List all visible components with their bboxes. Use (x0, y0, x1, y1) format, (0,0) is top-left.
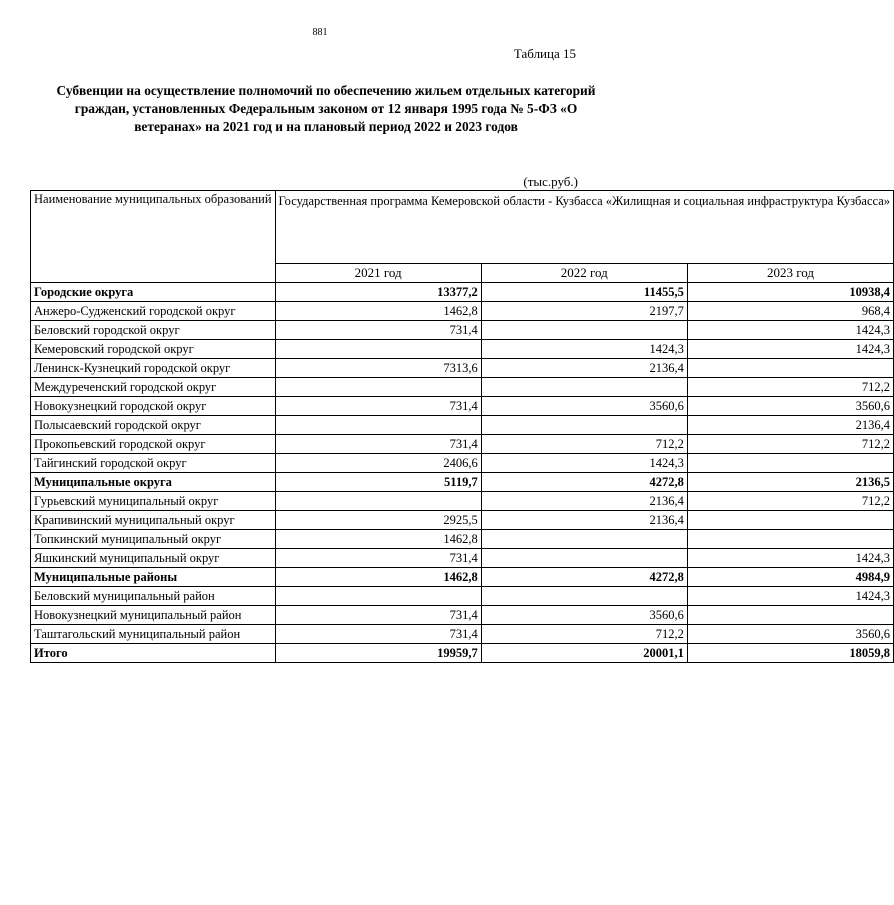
value-2021: 13377,2 (275, 283, 481, 302)
row-name: Междуреченский городской округ (31, 378, 276, 397)
value-2021 (275, 587, 481, 606)
header-year-2021: 2021 год (275, 264, 481, 283)
row-name: Ленинск-Кузнецкий городской округ (31, 359, 276, 378)
row-name: Итого (31, 644, 276, 663)
value-2022: 4272,8 (481, 568, 687, 587)
value-2021: 731,4 (275, 321, 481, 340)
value-2023: 18059,8 (687, 644, 893, 663)
value-2022: 3560,6 (481, 397, 687, 416)
value-2023: 1424,3 (687, 549, 893, 568)
value-2021 (275, 340, 481, 359)
value-2023: 712,2 (687, 435, 893, 454)
value-2022 (481, 416, 687, 435)
value-2023: 968,4 (687, 302, 893, 321)
row-name: Таштагольский муниципальный район (31, 625, 276, 644)
header-name: Наименование муниципальных образований (31, 191, 276, 283)
value-2022: 2136,4 (481, 492, 687, 511)
value-2023: 1424,3 (687, 587, 893, 606)
table-row-subtotal (31, 568, 894, 587)
value-2021: 731,4 (275, 625, 481, 644)
value-2022: 2136,4 (481, 359, 687, 378)
value-2023: 10938,4 (687, 283, 893, 302)
table-row (31, 359, 894, 378)
row-name: Крапивинский муниципальный округ (31, 511, 276, 530)
value-2023: 2136,4 (687, 416, 893, 435)
value-2023: 4984,9 (687, 568, 893, 587)
value-2022: 712,2 (481, 435, 687, 454)
value-2023 (687, 359, 893, 378)
table-row (31, 492, 894, 511)
row-name: Беловский городской округ (31, 321, 276, 340)
table-row (31, 511, 894, 530)
value-2023: 1424,3 (687, 321, 893, 340)
header-year-2023: 2023 год (687, 264, 893, 283)
units-label: (тыс.руб.) (523, 174, 578, 189)
row-name: Беловский муниципальный район (31, 587, 276, 606)
value-2022 (481, 321, 687, 340)
value-2021: 7313,6 (275, 359, 481, 378)
value-2021: 731,4 (275, 397, 481, 416)
header-year-2022: 2022 год (481, 264, 687, 283)
value-2022 (481, 378, 687, 397)
table-row-subtotal (31, 644, 894, 663)
value-2021: 19959,7 (275, 644, 481, 663)
value-2022: 11455,5 (481, 283, 687, 302)
table-row (31, 454, 894, 473)
row-name: Новокузнецкий муниципальный район (31, 606, 276, 625)
value-2022: 1424,3 (481, 454, 687, 473)
value-2023 (687, 454, 893, 473)
value-2023 (687, 606, 893, 625)
table-row (31, 530, 894, 549)
table-row (31, 378, 894, 397)
value-2022: 20001,1 (481, 644, 687, 663)
table-row (31, 340, 894, 359)
value-2021: 2925,5 (275, 511, 481, 530)
row-name: Кемеровский городской округ (31, 340, 276, 359)
value-2023: 712,2 (687, 378, 893, 397)
table-row (31, 435, 894, 454)
value-2023: 1424,3 (687, 340, 893, 359)
row-name: Полысаевский городской округ (31, 416, 276, 435)
page-number: 881 (312, 27, 328, 38)
header-program: Государственная программа Кемеровской области - Кузбасса «Жилищная и социальная инфраструктура Кузбасса» (275, 191, 893, 264)
table-row (31, 549, 894, 568)
value-2023: 2136,5 (687, 473, 893, 492)
value-2022: 712,2 (481, 625, 687, 644)
row-name: Новокузнецкий городской округ (31, 397, 276, 416)
table-body (31, 283, 894, 663)
row-name: Тайгинский городской округ (31, 454, 276, 473)
value-2023: 712,2 (687, 492, 893, 511)
value-2021: 731,4 (275, 549, 481, 568)
value-2021: 1462,8 (275, 302, 481, 321)
value-2021 (275, 416, 481, 435)
value-2023 (687, 511, 893, 530)
table-row (31, 416, 894, 435)
table-label: Таблица 15 (513, 46, 576, 61)
value-2022: 3560,6 (481, 606, 687, 625)
value-2021 (275, 378, 481, 397)
value-2021: 5119,7 (275, 473, 481, 492)
value-2023: 3560,6 (687, 397, 893, 416)
value-2022 (481, 587, 687, 606)
document-title: Субвенции на осуществление полномочий по обеспечению жильем отдельных категорий граждан, установленных Федеральным законом от 12 января 1995 года № 5-ФЗ «О ветеранах» на 2021 год и на плановый период 2022 и 2023 годов (56, 83, 596, 134)
value-2022: 2136,4 (481, 511, 687, 530)
value-2022: 4272,8 (481, 473, 687, 492)
value-2021: 731,4 (275, 606, 481, 625)
subventions-table (30, 190, 894, 663)
value-2021: 731,4 (275, 435, 481, 454)
row-name: Яшкинский муниципальный округ (31, 549, 276, 568)
row-name: Гурьевский муниципальный округ (31, 492, 276, 511)
table-row (31, 321, 894, 340)
value-2021: 1462,8 (275, 530, 481, 549)
value-2022: 2197,7 (481, 302, 687, 321)
value-2023 (687, 530, 893, 549)
table-row (31, 606, 894, 625)
value-2021: 2406,6 (275, 454, 481, 473)
value-2021: 1462,8 (275, 568, 481, 587)
table-row-subtotal (31, 473, 894, 492)
row-name: Анжеро-Судженский городской округ (31, 302, 276, 321)
row-name: Муниципальные районы (31, 568, 276, 587)
value-2022 (481, 530, 687, 549)
table-row (31, 625, 894, 644)
value-2021 (275, 492, 481, 511)
table-row (31, 587, 894, 606)
value-2022: 1424,3 (481, 340, 687, 359)
value-2022 (481, 549, 687, 568)
row-name: Топкинский муниципальный округ (31, 530, 276, 549)
table-row-subtotal (31, 283, 894, 302)
value-2023: 3560,6 (687, 625, 893, 644)
row-name: Прокопьевский городской округ (31, 435, 276, 454)
table-header-row (31, 191, 894, 264)
table-row (31, 397, 894, 416)
table-row (31, 302, 894, 321)
row-name: Муниципальные округа (31, 473, 276, 492)
row-name: Городские округа (31, 283, 276, 302)
